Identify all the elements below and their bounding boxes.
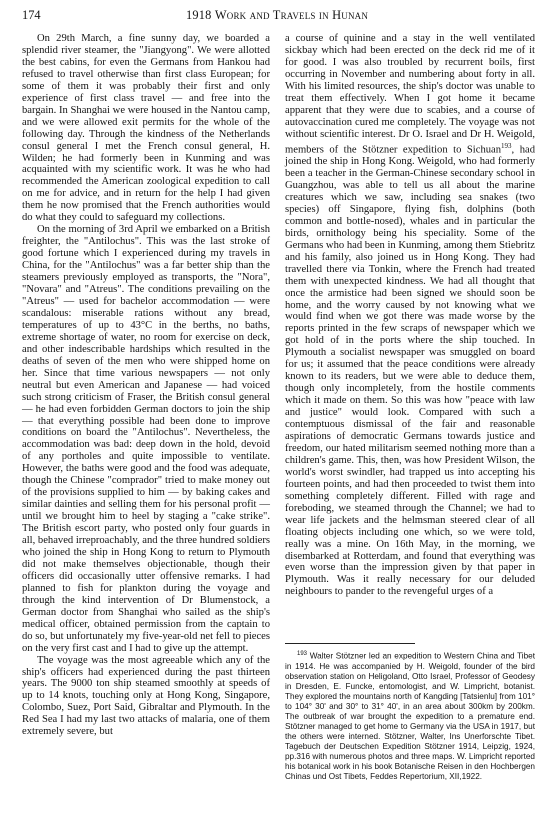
footnote-number: 193 xyxy=(297,651,308,657)
footnote-reference: 193 xyxy=(501,141,512,150)
paragraph: On 29th March, a fine sunny day, we boarded a splendid river steamer, the "Jiangyong". We were allotted the best cabins, for even the Germans from Hankou had refused to travel otherwise than first class European; for some of them it was probably their first and only experience of first class travel — and free into the bargain. In Shanghai we were housed in the Nantou camp, and we were allowed exit permits for the whole of the following day. Through the kindness of the Netherlands consul general I met the French consul general, H. Wilden; he had formerly been in Kunming and was acquainted with my scientific work. It was he who had recommended the American zoological expedition to call on me for advice, and in return for the help I had given them he now promised that the French authorities would do what they could to safeguard my collections. xyxy=(22,33,270,224)
footnote-divider xyxy=(285,643,415,644)
paragraph: On the morning of 3rd April we embarked on a British freighter, the "Antilochus". This was the last stroke of good fortune which I experienced during my travels in China, for the "Antilochus" was a far better ship than the steamers previously employed as transports, the "Nora", "Novara" and "Atreus". The conditions prevailing on the "Atreus" — used for bachelor accommodation — were scandalous: miserable rations without any bread, temperatures of up to 43°C in the berths, no baths, extreme shortage of water, no room for exercise on deck, and other indescribable hardships which resulted in the deaths of seven of the men who were shipped home on her. Since that time various newspapers — not only neutral but even American and Japanese — had voiced such strong criticism of Fraser, the British consul general — he had even forbidden German doctors to join the ship — that everything possible had been done to improve conditions on board the "Antilochus". Nevertheless, the accommodation was bad: deep down in the hold, devoid of any portholes and quite impossible to ventilate. However, the baths were good and the food was adequate, though the Chinese "comprador" tried to make money out of the provisions supplied to him — by baking cakes and similar dainties and selling them for his personal profit — until we brought him to heel by staging a "cake strike". The British escort party, who posted only four guards in all, behaved irreproachably, and the three hundred soldiers who joined the ship in Hong Kong to return to Plymouth did not make themselves objectionable, though their officers did occasionally utter offensive remarks. I had planned to fish for plankton during the voyage and through the kind intervention of Dr Blumenstock, a German doctor from Shanghai who sailed as the ship's medical officer, obtained permission from the captain to do so, but unfortunately my five-year-old net fell to pieces on the very first cast and I had to give up the attempt. xyxy=(22,224,270,654)
running-title-year: 1918 xyxy=(185,8,212,22)
continued-paragraph xyxy=(285,33,535,598)
paragraph-lead: a course of quinine and a stay in the well ventilated sickbay which had been erected on the deck rid me of it for good. I was also troubled by recurrent boils, first occurring in November and numbering about forty in all. With his limited resources, the ship's doctor was unable to treat them effectively. When I got home it became apparent that they were due to scabies, and a course of autovaccination cured me completely. The voyage was not without scientific interest. Dr O. Israel and Dr H. Weigold, members of the Stötzner expedition to Sichuan xyxy=(285,33,535,156)
footnote xyxy=(285,649,535,782)
left-column xyxy=(22,33,270,738)
paragraph-rest: , had joined the ship in Hong Kong. Weigold, who had formerly been a teacher in the German-Chinese secondary school in Guangzhou, was able to tell us all about the marine creatures which we saw, including sea snakes (two species) off Singapore, flying fish, dolphins (both common and bottle-nosed), whales and in particular the birds, ornithology being his speciality. Some of the Germans who had been in Kunming, among them Stiebritz and his family, also joined us in Hong Kong. They had travelled there via Tonkin, where the French had treated them with unexpected kindness. We had all thought that once the armistice had been signed we should soon be home, and the worry caused by not knowing what we would find when we got there was made worse by the reports printed in the few scraps of newspaper which we got hold of in the ports where the ship touched. In Plymouth a socialist newspaper was smuggled on board for us; it assumed that the peace conditions were already known to its readers, but we were able to deduce them, though only incompletely, from the hostile comments which it made on them. So this was how "peace with law and justice" would look. Compared with such a contemptuous dismissal of the fair and reasonable aspirations of democratic Germans towards justice and freedom, our hated militarism seemed nothing more than a children's game. This, then, was how President Wilson, the world's worst swindler, had trapped us into accepting his fourteen points, and had then proceeded to twist them into something completely different. Filled with rage and foreboding, we steamed through the Channel; we had to wear life jackets and the helmsman steered clear of all floating objects including one which, so we were told, really was a mine. On 16th May, in the morning, we disembarked at Rotterdam, and found that everything was even worse than the impression given by that paper in Plymouth. Was it really necessary for our deluded neighbours to pander to the revengeful urges of a xyxy=(285,144,535,598)
footnote-text: Walter Stötzner led an expedition to Western China and Tibet in 1914. He was accompanied by H. Weigold, founder of the bird observation station on Heligoland, Otto Israel, Professor of Geodesy in Dresden, E. Funcke, entomologist, and W. Limpricht, botanist. They explored the mountains north of Kangding [Tatsienlu] from 101° to 104° 30' and 30° to 31° 40', in an area about 300km by 200km. The outbreak of war brought the expedition to a premature end. Stötzner managed to get home to Germany via the USA in 1917, but the others were interned. Stötzner, Walter, Ins Unerforschte Tibet. Tagebuch der Deutschen Expedition Stötzner 1914, Leipzig, 1924, pp.316 with numerous photos and three maps. W. Limpricht reported his botanical work in his book Botanische Reisen in den Hochbergen Chinas und Ost Tibets, Feddes Repertorium, XII,1922. xyxy=(285,651,535,782)
page-number: 174 xyxy=(22,8,41,22)
right-column xyxy=(285,33,535,598)
running-title-text: Work and Travels in Hunan xyxy=(214,8,369,22)
paragraph: The voyage was the most agreeable which any of the ship's officers had experienced during the past thirteen years. The 9000 ton ship steamed smoothly at speeds of up to 14 knots, touching only at Hong Kong, Singapore, Colombo, Suez, Port Said, Gibraltar and Plymouth. In the Red Sea I had my last two attacks of malaria, one of them extremely severe, but xyxy=(22,654,270,738)
running-title xyxy=(22,8,532,23)
running-header xyxy=(22,8,532,26)
